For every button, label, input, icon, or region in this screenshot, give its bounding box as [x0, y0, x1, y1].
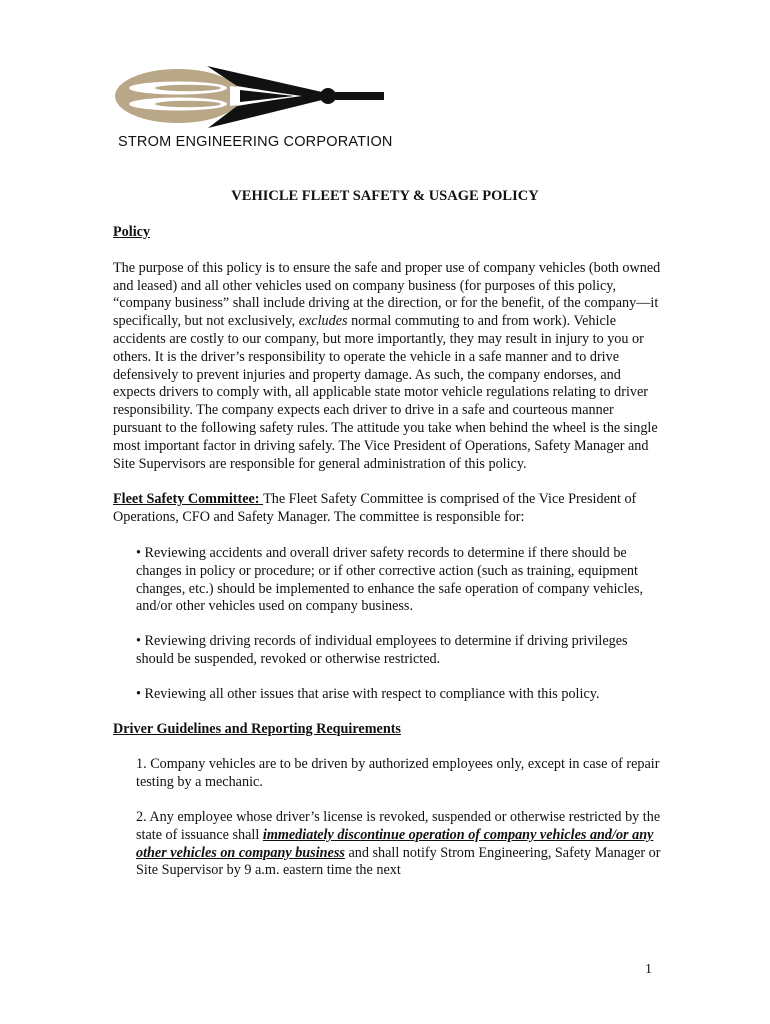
guideline-item: 1. Company vehicles are to be driven by authorized employees only, except in case of repair testing by a mechanic. [136, 756, 660, 791]
guidelines-heading: Driver Guidelines and Reporting Requirements [113, 720, 401, 737]
policy-heading: Policy [113, 224, 151, 240]
committee-item: • Reviewing accidents and overall driver safety records to determine if there should be changes in policy or procedure; or if other corrective action (such as training, equipment changes, etc.) should be implemented to enhance the safe operation of company vehicles, and/or other vehicles used on company business. [136, 544, 644, 615]
guideline-2-emphasis: immediately discontinue operation of company vehicles and/or any other vehicles on company business [136, 826, 654, 861]
committee-item: • Reviewing all other issues that arise with respect to compliance with this policy. [136, 685, 600, 702]
committee-heading: Fleet Safety Committee: [113, 491, 264, 508]
policy-paragraph [113, 260, 663, 474]
page-number: 1 [645, 962, 652, 977]
document-title: VEHICLE FLEET SAFETY & USAGE POLICY [231, 188, 539, 204]
guideline-item [136, 809, 663, 880]
policy-text-part-1: The purpose of this policy is to ensure the safe and proper use of company vehicles (both owned and leased) and all other vehicles used on company business (for purposes of this policy, “company business” shall include driving at the direction, or for the benefit, of the company—it specifically, but not exclusively, [113, 259, 661, 330]
policy-text-excludes: excludes [298, 313, 348, 330]
strom-logo-icon [112, 62, 392, 132]
committee-item: • Reviewing driving records of individual employees to determine if driving privileges should be suspended, revoked or otherwise restricted. [136, 633, 628, 667]
committee-paragraph [113, 491, 663, 527]
policy-text-part-2: normal commuting to and from work). Vehicle accidents are costly to our company, but more importantly, they may result in injury to you or others. It is the driver’s responsibility to operate the vehicle in a safe manner and to drive defensively to prevent injuries and property damage. As such, the company endorses, and expects drivers to comply with, all applicable state motor vehicle regulations relating to driver responsibility. The company expects each driver to drive in a safe and courteous manner pursuant to the following safety rules. The attitude you take when behind the wheel is the single most important factor in driving safely. The Vice President of Operations, Safety Manager and Site Supervisors are responsible for general administration of this policy. [113, 313, 658, 472]
guideline-2-start: 2. Any employee whose driver’s license is revoked, suspended or otherwise restricted by the state of issuance shall [136, 808, 661, 843]
company-name: STROM ENGINEERING CORPORATION [118, 134, 393, 150]
document-body [113, 224, 663, 880]
guideline-2-end: and shall notify Strom Engineering, Safety Manager or Site Supervisor by 9 a.m. eastern time the next [136, 844, 661, 879]
committee-text: The Fleet Safety Committee is comprised of the Vice President of Operations, CFO and Safety Manager. The committee is responsible for: [113, 491, 637, 526]
company-logo [112, 62, 392, 154]
